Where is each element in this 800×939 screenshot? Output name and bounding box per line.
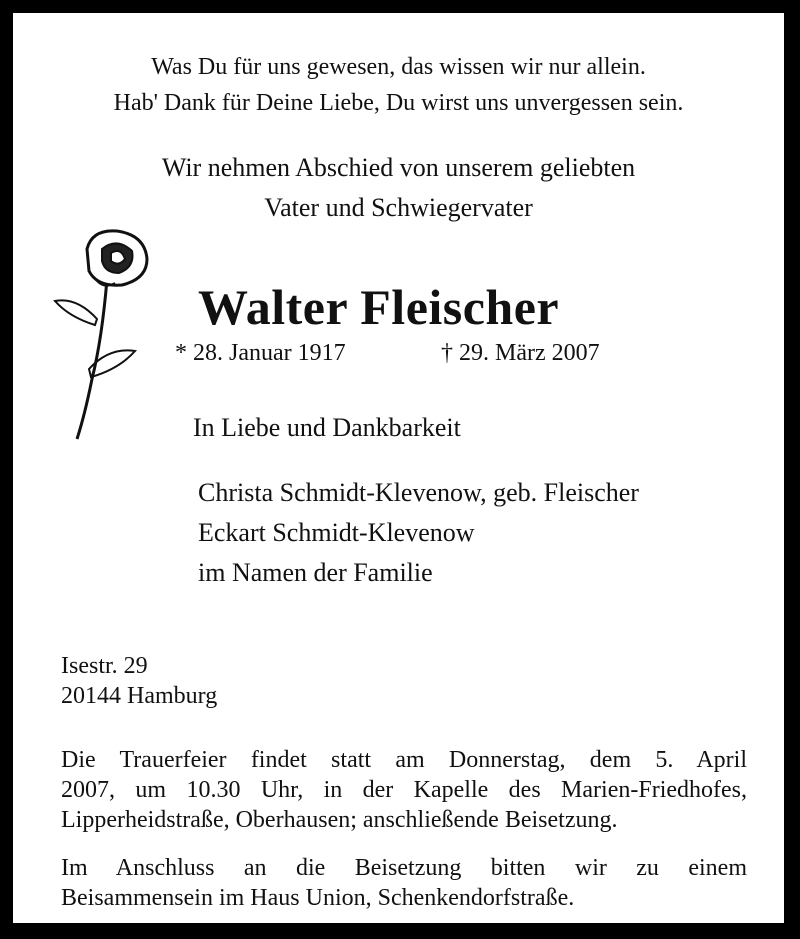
gathering-line: Im Anschluss an die Beisetzung bitten wir zu einem [61,855,747,881]
verse-line: Hab' Dank für Deine Liebe, Du wirst uns unvergessen sein. [113,90,684,116]
gathering-line: Beisammensein im Haus Union, Schenkendorfstraße. [61,885,575,911]
deceased-name: Walter Fleischer [198,279,560,335]
intro-line: Wir nehmen Abschied von unserem geliebten [161,153,636,182]
address-line: Isestr. 29 [61,653,148,679]
address-line: 20144 Hamburg [61,683,218,709]
signer: im Namen der Familie [198,558,433,587]
death-date: † 29. März 2007 [441,340,600,366]
service-line: 2007, um 10.30 Uhr, in der Kapelle des Marien-Friedhofes, [61,777,747,803]
signers [198,473,639,593]
address [61,651,217,711]
rose-icon [47,219,157,444]
obituary-notice [13,13,784,923]
service-info [61,745,747,835]
verse-line: Was Du für uns gewesen, das wissen wir nur allein. [151,54,646,80]
birth-date: * 28. Januar 1917 [175,340,346,366]
verse [13,49,784,121]
intro-line: Vater und Schwiegervater [264,193,533,222]
signer: Eckart Schmidt-Klevenow [198,518,475,547]
gathering-info [61,853,747,913]
intro [13,148,784,228]
service-line: Die Trauerfeier findet statt am Donnerstag, dem 5. April [61,747,747,773]
closing: In Liebe und Dankbarkeit [193,413,461,442]
service-line: Lipperheidstraße, Oberhausen; anschließende Beisetzung. [61,807,618,833]
signer: Christa Schmidt-Klevenow, geb. Fleischer [198,478,639,507]
